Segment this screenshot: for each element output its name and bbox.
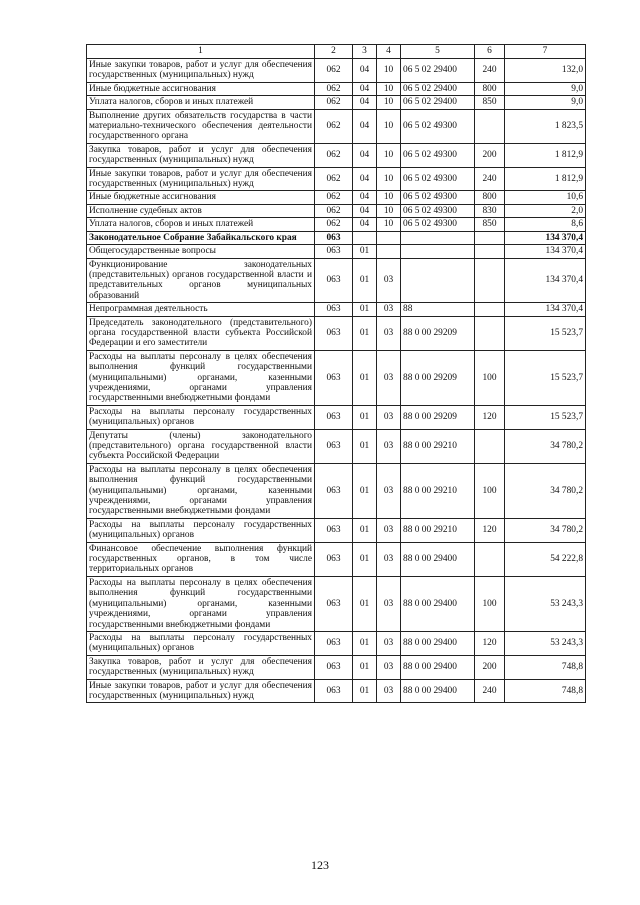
row-expense-type: 850 xyxy=(475,96,505,109)
row-amount: 53 243,3 xyxy=(505,631,586,655)
row-section-code: 04 xyxy=(353,143,377,167)
row-ministry-code: 063 xyxy=(315,405,353,429)
row-name: Председатель законодательного (представительного) органа государственной власти субъекта Российской Федерации и его заместители xyxy=(87,316,315,350)
row-name: Исполнение судебных актов xyxy=(87,204,315,217)
table-row xyxy=(87,231,586,244)
table-row xyxy=(87,405,586,429)
row-target-article: 06 5 02 49300 xyxy=(401,167,475,191)
row-expense-type xyxy=(475,303,505,316)
row-ministry-code: 063 xyxy=(315,542,353,576)
table-row xyxy=(87,463,586,518)
row-section-code: 04 xyxy=(353,167,377,191)
row-section-code: 04 xyxy=(353,109,377,143)
column-header: 4 xyxy=(377,45,401,59)
table-row xyxy=(87,218,586,231)
row-expense-type xyxy=(475,109,505,143)
row-ministry-code: 063 xyxy=(315,245,353,258)
row-amount: 2,0 xyxy=(505,204,586,217)
row-subsection-code: 03 xyxy=(377,303,401,316)
row-target-article xyxy=(401,231,475,244)
row-name: Иные бюджетные ассигнования xyxy=(87,191,315,204)
row-subsection-code: 03 xyxy=(377,576,401,631)
row-amount: 134 370,4 xyxy=(505,258,586,303)
row-ministry-code: 062 xyxy=(315,143,353,167)
row-section-code: 01 xyxy=(353,258,377,303)
row-target-article: 88 xyxy=(401,303,475,316)
row-name: Иные закупки товаров, работ и услуг для обеспечения государственных (муниципальных) нужд xyxy=(87,167,315,191)
row-ministry-code: 063 xyxy=(315,231,353,244)
row-name: Расходы на выплаты персоналу государственных (муниципальных) органов xyxy=(87,631,315,655)
row-ministry-code: 062 xyxy=(315,218,353,231)
row-expense-type: 850 xyxy=(475,218,505,231)
row-subsection-code: 03 xyxy=(377,679,401,703)
row-amount: 132,0 xyxy=(505,59,586,83)
row-ministry-code: 063 xyxy=(315,258,353,303)
row-subsection-code: 03 xyxy=(377,258,401,303)
row-amount: 9,0 xyxy=(505,82,586,95)
table-row xyxy=(87,96,586,109)
row-amount: 8,6 xyxy=(505,218,586,231)
row-section-code: 04 xyxy=(353,59,377,83)
row-section-code: 01 xyxy=(353,350,377,405)
row-amount: 15 523,7 xyxy=(505,316,586,350)
row-section-code: 04 xyxy=(353,96,377,109)
row-amount: 134 370,4 xyxy=(505,231,586,244)
row-subsection-code: 10 xyxy=(377,191,401,204)
row-ministry-code: 062 xyxy=(315,191,353,204)
table-row xyxy=(87,679,586,703)
row-section-code: 01 xyxy=(353,463,377,518)
row-amount: 134 370,4 xyxy=(505,245,586,258)
table-row xyxy=(87,59,586,83)
row-expense-type: 100 xyxy=(475,350,505,405)
row-ministry-code: 063 xyxy=(315,679,353,703)
row-target-article: 88 0 00 29400 xyxy=(401,655,475,679)
row-subsection-code: 10 xyxy=(377,167,401,191)
row-name: Выполнение других обязательств государства в части материально-технического обеспечения деятельности государственного органа xyxy=(87,109,315,143)
table-row xyxy=(87,245,586,258)
row-expense-type xyxy=(475,316,505,350)
row-target-article: 06 5 02 49300 xyxy=(401,204,475,217)
row-subsection-code: 03 xyxy=(377,542,401,576)
table-row xyxy=(87,429,586,463)
row-subsection-code: 03 xyxy=(377,405,401,429)
row-name: Функционирование законодательных (представительных) органов государственной власти и представительных органов муниципальных образований xyxy=(87,258,315,303)
column-header: 2 xyxy=(315,45,353,59)
row-section-code xyxy=(353,231,377,244)
row-ministry-code: 063 xyxy=(315,350,353,405)
row-section-code: 01 xyxy=(353,303,377,316)
row-target-article: 88 0 00 29209 xyxy=(401,405,475,429)
table-row xyxy=(87,518,586,542)
row-target-article: 88 0 00 29209 xyxy=(401,316,475,350)
row-name: Законодательное Собрание Забайкальского края xyxy=(87,231,315,244)
row-target-article: 88 0 00 29400 xyxy=(401,576,475,631)
row-target-article: 88 0 00 29209 xyxy=(401,350,475,405)
row-section-code: 01 xyxy=(353,518,377,542)
row-ministry-code: 063 xyxy=(315,655,353,679)
row-section-code: 01 xyxy=(353,655,377,679)
row-expense-type: 100 xyxy=(475,576,505,631)
column-header: 5 xyxy=(401,45,475,59)
row-target-article: 06 5 02 49300 xyxy=(401,191,475,204)
row-section-code: 04 xyxy=(353,204,377,217)
row-target-article: 88 0 00 29400 xyxy=(401,631,475,655)
row-amount: 1 812,9 xyxy=(505,143,586,167)
row-target-article: 88 0 00 29210 xyxy=(401,463,475,518)
table-row xyxy=(87,303,586,316)
row-subsection-code xyxy=(377,245,401,258)
row-name: Уплата налогов, сборов и иных платежей xyxy=(87,96,315,109)
row-target-article: 06 5 02 49300 xyxy=(401,143,475,167)
row-ministry-code: 063 xyxy=(315,631,353,655)
table-row xyxy=(87,191,586,204)
row-expense-type xyxy=(475,542,505,576)
row-amount: 34 780,2 xyxy=(505,518,586,542)
row-expense-type: 800 xyxy=(475,82,505,95)
row-subsection-code: 03 xyxy=(377,518,401,542)
row-name: Расходы на выплаты персоналу в целях обеспечения выполнения функций государственными (муниципальными) органами, казенными учреждениями, органами управления государственными внебюджетными фондами xyxy=(87,350,315,405)
row-ministry-code: 063 xyxy=(315,463,353,518)
row-section-code: 01 xyxy=(353,429,377,463)
row-expense-type: 120 xyxy=(475,405,505,429)
row-subsection-code: 03 xyxy=(377,350,401,405)
row-name: Иные закупки товаров, работ и услуг для обеспечения государственных (муниципальных) нужд xyxy=(87,59,315,83)
row-ministry-code: 062 xyxy=(315,82,353,95)
table-row xyxy=(87,350,586,405)
row-target-article xyxy=(401,245,475,258)
row-section-code: 04 xyxy=(353,191,377,204)
table-header-row xyxy=(87,45,586,59)
row-expense-type: 200 xyxy=(475,143,505,167)
table-row xyxy=(87,143,586,167)
column-header: 6 xyxy=(475,45,505,59)
row-section-code: 01 xyxy=(353,631,377,655)
table-row xyxy=(87,316,586,350)
row-expense-type: 830 xyxy=(475,204,505,217)
row-target-article: 06 5 02 29400 xyxy=(401,82,475,95)
row-ministry-code: 063 xyxy=(315,518,353,542)
row-expense-type: 240 xyxy=(475,167,505,191)
row-section-code: 04 xyxy=(353,218,377,231)
table-row xyxy=(87,576,586,631)
row-expense-type xyxy=(475,245,505,258)
row-amount: 1 823,5 xyxy=(505,109,586,143)
row-name: Расходы на выплаты персоналу в целях обеспечения выполнения функций государственными (муниципальными) органами, казенными учреждениями, органами управления государственными внебюджетными фондами xyxy=(87,463,315,518)
row-section-code: 01 xyxy=(353,576,377,631)
row-target-article: 06 5 02 49300 xyxy=(401,218,475,231)
row-expense-type: 120 xyxy=(475,631,505,655)
row-name: Финансовое обеспечение выполнения функций государственных органов, в том числе территориальных органов xyxy=(87,542,315,576)
column-header: 7 xyxy=(505,45,586,59)
row-amount: 34 780,2 xyxy=(505,463,586,518)
row-target-article: 06 5 02 49300 xyxy=(401,109,475,143)
table-row xyxy=(87,82,586,95)
row-amount: 748,8 xyxy=(505,679,586,703)
row-expense-type: 120 xyxy=(475,518,505,542)
row-ministry-code: 063 xyxy=(315,576,353,631)
row-amount: 748,8 xyxy=(505,655,586,679)
row-name: Непрограммная деятельность xyxy=(87,303,315,316)
row-ministry-code: 062 xyxy=(315,167,353,191)
row-name: Общегосударственные вопросы xyxy=(87,245,315,258)
row-subsection-code: 03 xyxy=(377,631,401,655)
row-amount: 1 812,9 xyxy=(505,167,586,191)
row-name: Закупка товаров, работ и услуг для обеспечения государственных (муниципальных) нужд xyxy=(87,143,315,167)
row-amount: 15 523,7 xyxy=(505,405,586,429)
table-row xyxy=(87,167,586,191)
row-amount: 34 780,2 xyxy=(505,429,586,463)
row-subsection-code: 10 xyxy=(377,109,401,143)
row-subsection-code: 10 xyxy=(377,143,401,167)
table-row xyxy=(87,204,586,217)
row-name: Уплата налогов, сборов и иных платежей xyxy=(87,218,315,231)
row-name: Депутаты (члены) законодательного (представительного) органа государственной власти субъекта Российской Федерации xyxy=(87,429,315,463)
column-header: 3 xyxy=(353,45,377,59)
row-section-code: 01 xyxy=(353,542,377,576)
row-amount: 53 243,3 xyxy=(505,576,586,631)
row-ministry-code: 062 xyxy=(315,96,353,109)
row-ministry-code: 062 xyxy=(315,109,353,143)
row-target-article: 88 0 00 29400 xyxy=(401,542,475,576)
row-section-code: 01 xyxy=(353,405,377,429)
row-target-article: 88 0 00 29210 xyxy=(401,429,475,463)
row-subsection-code: 03 xyxy=(377,655,401,679)
row-amount: 10,6 xyxy=(505,191,586,204)
table-row xyxy=(87,542,586,576)
row-section-code: 01 xyxy=(353,679,377,703)
row-target-article: 88 0 00 29210 xyxy=(401,518,475,542)
row-amount: 54 222,8 xyxy=(505,542,586,576)
table-row xyxy=(87,258,586,303)
row-ministry-code: 062 xyxy=(315,204,353,217)
row-expense-type xyxy=(475,231,505,244)
row-target-article: 88 0 00 29400 xyxy=(401,679,475,703)
row-amount: 15 523,7 xyxy=(505,350,586,405)
row-subsection-code: 03 xyxy=(377,463,401,518)
row-target-article: 06 5 02 29400 xyxy=(401,59,475,83)
row-ministry-code: 063 xyxy=(315,429,353,463)
row-subsection-code: 03 xyxy=(377,429,401,463)
row-amount: 134 370,4 xyxy=(505,303,586,316)
row-expense-type: 100 xyxy=(475,463,505,518)
row-expense-type: 800 xyxy=(475,191,505,204)
row-name: Закупка товаров, работ и услуг для обеспечения государственных (муниципальных) нужд xyxy=(87,655,315,679)
row-name: Расходы на выплаты персоналу в целях обеспечения выполнения функций государственными (муниципальными) органами, казенными учреждениями, органами управления государственными внебюджетными фондами xyxy=(87,576,315,631)
row-target-article: 06 5 02 29400 xyxy=(401,96,475,109)
row-subsection-code: 10 xyxy=(377,59,401,83)
row-target-article xyxy=(401,258,475,303)
column-header: 1 xyxy=(87,45,315,59)
row-expense-type: 240 xyxy=(475,59,505,83)
budget-table xyxy=(86,44,586,703)
row-name: Расходы на выплаты персоналу государственных (муниципальных) органов xyxy=(87,518,315,542)
row-section-code: 04 xyxy=(353,82,377,95)
row-ministry-code: 063 xyxy=(315,316,353,350)
row-name: Расходы на выплаты персоналу государственных (муниципальных) органов xyxy=(87,405,315,429)
page-number: 123 xyxy=(311,858,329,872)
table-row xyxy=(87,655,586,679)
row-expense-type xyxy=(475,258,505,303)
row-name: Иные закупки товаров, работ и услуг для обеспечения государственных (муниципальных) нужд xyxy=(87,679,315,703)
row-expense-type xyxy=(475,429,505,463)
row-amount: 9,0 xyxy=(505,96,586,109)
row-subsection-code: 03 xyxy=(377,316,401,350)
row-ministry-code: 063 xyxy=(315,303,353,316)
table-row xyxy=(87,631,586,655)
row-expense-type: 240 xyxy=(475,679,505,703)
row-subsection-code xyxy=(377,231,401,244)
row-expense-type: 200 xyxy=(475,655,505,679)
table-row xyxy=(87,109,586,143)
row-name: Иные бюджетные ассигнования xyxy=(87,82,315,95)
row-subsection-code: 10 xyxy=(377,96,401,109)
row-subsection-code: 10 xyxy=(377,204,401,217)
row-section-code: 01 xyxy=(353,316,377,350)
row-ministry-code: 062 xyxy=(315,59,353,83)
row-subsection-code: 10 xyxy=(377,82,401,95)
row-subsection-code: 10 xyxy=(377,218,401,231)
row-section-code: 01 xyxy=(353,245,377,258)
